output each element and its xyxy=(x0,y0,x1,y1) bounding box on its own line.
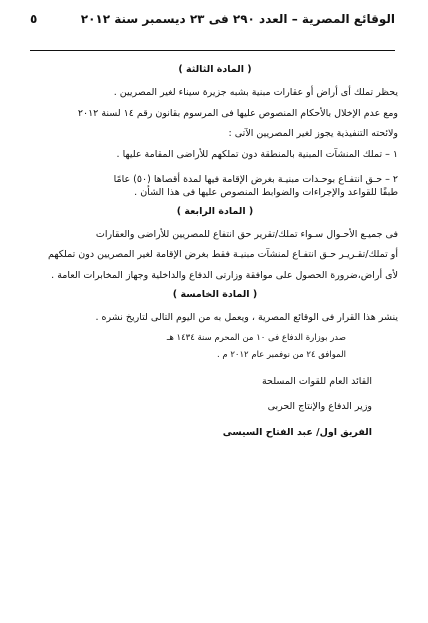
corresponding-date: الموافق ٢٤ من نوفمبر عام ٢٠١٢ م . xyxy=(216,350,346,361)
article-4-line-3: لأى أراض،ضرورة الحصول على موافقة وزارتى الدفاع والداخلية وجهاز المخابرات العامة . xyxy=(51,270,398,282)
article-3-item-1: ١ – تملك المنشآت المبنية بالمنطقة دون تملكهم للأراضى المقامة عليها . xyxy=(116,149,398,161)
article-3-paragraph-2: ومع عدم الإخلال بالأحكام المنصوص عليها فى المرسوم بقانون رقم ١٤ لسنة ٢٠١٢ xyxy=(77,107,398,119)
article-4-heading: ( المادة الرابعة ) xyxy=(176,205,254,217)
page-header xyxy=(30,10,395,51)
issue-date: صدر بوزارة الدفاع فى ١٠ من المحرم سنة ١٤٣٤ هـ xyxy=(166,332,346,343)
article-4-line-2: أو تملك/تقـريـر حـق انتفـاع لمنشآت مبنيـة فقط بغرض الإقامة لغير المصريين دون تملكهم xyxy=(48,249,398,261)
article-3-item-2-line-2: طبقًا للقواعد والإجراءات والضوابط المنصوص عليها فى هذا الشأن . xyxy=(134,186,398,198)
article-3-paragraph-1: يحظر تملك أى أراض أو عقارات مبنية بشبه جزيرة سيناء لغير المصريين . xyxy=(113,86,398,98)
document-body xyxy=(32,58,398,453)
article-5-text: ينشر هذا القرار فى الوقائع المصرية ، ويعمل به من اليوم التالى لتاريخ نشره . xyxy=(95,311,398,323)
signatory-title-2: وزير الدفاع والإنتاج الحربى xyxy=(267,401,372,413)
signatory-title-1: القائد العام للقوات المسلحة xyxy=(261,375,372,387)
article-3-heading: ( المادة الثالثة ) xyxy=(178,64,252,75)
signature-block xyxy=(32,376,398,440)
article-4-line-1: فى جميـع الأحـوال سـواء تملك/تقرير حق انتفاع للمصريين للأراضى والعقارات xyxy=(95,228,398,240)
page-number: ٥ xyxy=(30,12,38,26)
header-title: الوقائع المصرية – العدد ٢٩٠ فى ٢٣ ديسمبر سنة ٢٠١٢ xyxy=(80,12,395,26)
signatory-name: الفريق اول/ عبد الفتاح السيسى xyxy=(222,427,372,439)
article-5-heading: ( المادة الخامسة ) xyxy=(172,288,258,300)
article-3-item-2-line-1: ٢ – حـق انتفـاع بوحـدات مبنيـة بغرض الإقامة فيها لمدة أقصاها (٥٠) عامًا xyxy=(113,174,398,186)
article-3-paragraph-3: ولائحته التنفيذية يجوز لغير المصريين الآتى : xyxy=(228,128,398,140)
